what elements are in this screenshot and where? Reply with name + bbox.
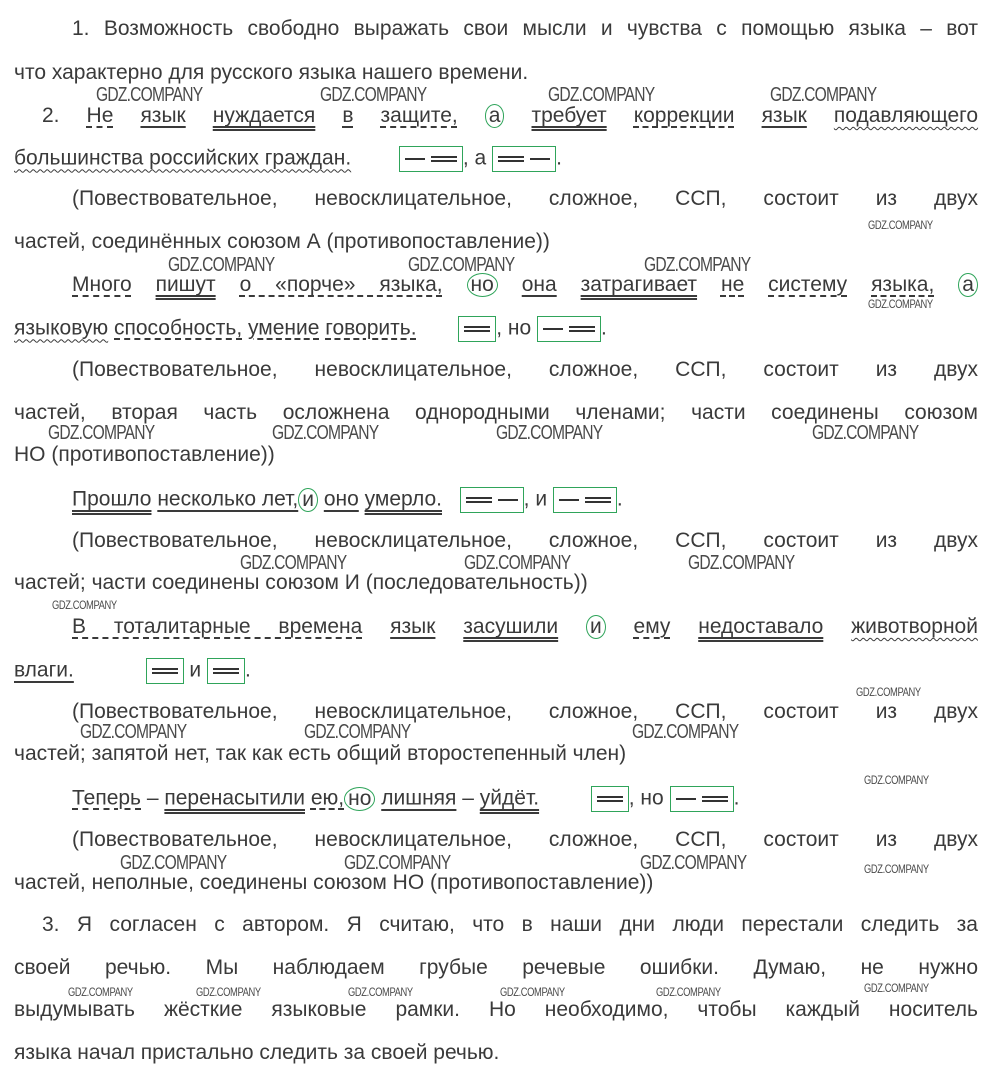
- scheme-box: [553, 487, 617, 513]
- watermark: GDZ.COMPANY: [168, 254, 275, 276]
- predicate: затрагивает: [580, 273, 698, 296]
- subject: она: [521, 273, 557, 296]
- scheme-box: [460, 487, 524, 513]
- watermark: GDZ.COMPANY: [496, 422, 603, 444]
- scheme-separator: , и: [523, 487, 548, 511]
- scheme-end: .: [733, 786, 740, 810]
- sentence-6-explanation-2: частей, неполные, соединены союзом НО (противопоставление)): [14, 871, 654, 894]
- subject: лишняя: [381, 786, 457, 810]
- predicate-mark: [569, 326, 595, 332]
- watermark: GDZ.COMPANY: [632, 721, 739, 743]
- sentence-3-explanation-1: (Повествовательное, невосклицательное, сложное, ССП, состоит из двух: [72, 358, 978, 381]
- watermark: GDZ.COMPANY: [464, 552, 571, 574]
- predicate-mark: [466, 497, 492, 503]
- predicate: засушили: [463, 615, 559, 638]
- sentence-4-line-1: [72, 487, 623, 513]
- dash: –: [462, 786, 474, 810]
- conjunction-circle: и: [298, 488, 318, 512]
- watermark: GDZ.COMPANY: [856, 685, 921, 699]
- scheme-box: [399, 146, 463, 172]
- scheme-box: [207, 658, 245, 684]
- sentence-3-explanation-3: НО (противопоставление)): [14, 443, 275, 466]
- predicate-mark: [597, 796, 623, 802]
- subject: несколько лет,: [157, 487, 299, 511]
- word: подавляющего: [833, 104, 979, 127]
- conjunction-circle: но: [344, 787, 375, 811]
- predicate-mark: [152, 668, 178, 674]
- word: способность,: [114, 316, 243, 340]
- conjunction-circle: а: [485, 104, 505, 128]
- subject-mark: [559, 499, 579, 501]
- predicate-mark: [213, 668, 239, 674]
- predicate-mark: [498, 156, 524, 162]
- watermark: GDZ.COMPANY: [52, 598, 117, 612]
- conjunction-circle: и: [586, 615, 606, 639]
- predicate-mark: [585, 497, 611, 503]
- watermark: GDZ.COMPANY: [272, 422, 379, 444]
- watermark: GDZ.COMPANY: [240, 552, 347, 574]
- sentence-3-explanation-2: частей, вторая часть осложнена однородными членами; части соединены союзом: [14, 401, 978, 424]
- watermark: GDZ.COMPANY: [656, 985, 721, 999]
- scheme-box: [591, 786, 629, 812]
- conjunction-circle: а: [958, 273, 978, 297]
- word: защите,: [380, 104, 458, 127]
- scheme-end: .: [556, 146, 562, 170]
- word: в: [342, 104, 354, 127]
- predicate: нуждается: [212, 104, 316, 127]
- scheme-box: [146, 658, 184, 684]
- paragraph-1-line-1: 1. Возможность свободно выражать свои мысли и чувства с помощью языка – вот: [72, 17, 978, 40]
- predicate: умерло.: [364, 487, 442, 511]
- sentence-6-explanation-1: (Повествовательное, невосклицательное, сложное, ССП, состоит из двух: [72, 828, 978, 851]
- subject-mark: [530, 158, 550, 160]
- predicate-mark: [464, 326, 490, 332]
- watermark: GDZ.COMPANY: [68, 985, 133, 999]
- watermark: GDZ.COMPANY: [548, 84, 655, 106]
- predicate: недоставало: [698, 615, 824, 638]
- subject: язык: [390, 615, 436, 638]
- conjunction-circle: но: [467, 273, 498, 297]
- word: ею,: [310, 786, 345, 810]
- paragraph-1-line-2: что характерно для русского языка нашего времени.: [14, 61, 529, 84]
- predicate: Прошло: [72, 487, 152, 511]
- scheme-box: [537, 316, 601, 342]
- word: языковую: [14, 316, 109, 340]
- subject-mark: [676, 798, 696, 800]
- word: Много: [72, 273, 132, 296]
- watermark: GDZ.COMPANY: [864, 981, 929, 995]
- subject: язык: [140, 104, 186, 127]
- scheme-end: .: [616, 487, 623, 511]
- word: говорить.: [325, 316, 417, 340]
- watermark: GDZ.COMPANY: [344, 852, 451, 874]
- sentence-5-line-2: [14, 658, 251, 684]
- word: не: [720, 273, 745, 296]
- subject-mark: [498, 499, 518, 501]
- watermark: GDZ.COMPANY: [348, 985, 413, 999]
- watermark: GDZ.COMPANY: [644, 254, 751, 276]
- sentence-5-explanation-1: (Повествовательное, невосклицательное, сложное, ССП, состоит из двух: [72, 700, 978, 723]
- scheme-separator: , но: [628, 786, 664, 810]
- scheme-end: .: [244, 658, 251, 682]
- paragraph-3-line-1: 3. Я согласен с автором. Я считаю, что в наши дни люди перестали следить за: [42, 913, 978, 936]
- predicate: перенасытили: [164, 786, 305, 810]
- scheme-box: [670, 786, 734, 812]
- watermark: GDZ.COMPANY: [688, 552, 795, 574]
- word: ему: [633, 615, 671, 638]
- scheme-separator: , а: [462, 146, 487, 170]
- subject: влаги.: [14, 658, 74, 682]
- watermark: GDZ.COMPANY: [864, 862, 929, 876]
- word: В тоталитарные времена: [72, 615, 363, 638]
- watermark: GDZ.COMPANY: [80, 721, 187, 743]
- sentence-5-explanation-2: частей; запятой нет, так как есть общий второстепенный член): [14, 742, 627, 765]
- subject-mark: [405, 158, 425, 160]
- sentence-2-explanation-2: частей, соединённых союзом А (противопоставление)): [14, 230, 550, 253]
- scheme-separator: , но: [496, 316, 532, 340]
- sentence-6-line-1: [72, 786, 739, 812]
- predicate: требует: [531, 104, 607, 127]
- watermark: GDZ.COMPANY: [304, 721, 411, 743]
- watermark: GDZ.COMPANY: [868, 218, 933, 232]
- watermark: GDZ.COMPANY: [868, 297, 933, 311]
- subject: язык: [761, 104, 807, 127]
- sentence-4-explanation-2: частей; части соединены союзом И (последовательность)): [14, 571, 588, 594]
- word: систему: [768, 273, 848, 296]
- predicate: пишут: [155, 273, 216, 296]
- watermark: GDZ.COMPANY: [770, 84, 877, 106]
- sentence-5-line-1: [72, 615, 978, 639]
- scheme-end: .: [601, 316, 607, 340]
- watermark: GDZ.COMPANY: [640, 852, 747, 874]
- predicate: уйдёт.: [479, 786, 540, 810]
- paragraph-3-line-3: выдумывать жёсткие языковые рамки. Но необходимо, чтобы каждый носитель: [14, 998, 978, 1021]
- word: Не: [86, 104, 114, 127]
- item-number: 2.: [42, 104, 60, 127]
- watermark: GDZ.COMPANY: [812, 422, 919, 444]
- watermark: GDZ.COMPANY: [500, 985, 565, 999]
- word: коррекции: [633, 104, 735, 127]
- scheme-box: [458, 316, 496, 342]
- subject: оно: [323, 487, 359, 511]
- watermark: GDZ.COMPANY: [408, 254, 515, 276]
- predicate-mark: [431, 156, 457, 162]
- subject-mark: [543, 328, 563, 330]
- paragraph-3-line-4: языка начал пристально следить за своей речью.: [14, 1041, 500, 1064]
- word: о «порче» языка,: [239, 273, 443, 296]
- watermark: GDZ.COMPANY: [48, 422, 155, 444]
- watermark: GDZ.COMPANY: [196, 985, 261, 999]
- word: большинства российских граждан.: [14, 146, 352, 170]
- sentence-2-explanation-1: (Повествовательное, невосклицательное, сложное, ССП, состоит из двух: [72, 187, 978, 210]
- sentence-2-line-2: [14, 146, 562, 172]
- dash: –: [146, 786, 159, 810]
- word: Теперь: [72, 786, 141, 810]
- predicate-mark: [702, 796, 728, 802]
- watermark: GDZ.COMPANY: [96, 84, 203, 106]
- sentence-3-line-2: [14, 316, 607, 342]
- word: языка,: [871, 273, 935, 296]
- paragraph-3-line-2: своей речью. Мы наблюдаем грубые речевые ошибки. Думаю, не нужно: [14, 956, 978, 979]
- scheme-separator: и: [189, 658, 202, 682]
- watermark: GDZ.COMPANY: [864, 773, 929, 787]
- word: животворной: [851, 615, 978, 638]
- watermark: GDZ.COMPANY: [120, 852, 227, 874]
- word: умение: [248, 316, 320, 340]
- sentence-2-line-1: [42, 104, 978, 128]
- watermark: GDZ.COMPANY: [320, 84, 427, 106]
- scheme-box: [492, 146, 556, 172]
- sentence-4-explanation-1: (Повествовательное, невосклицательное, сложное, ССП, состоит из двух: [72, 529, 978, 552]
